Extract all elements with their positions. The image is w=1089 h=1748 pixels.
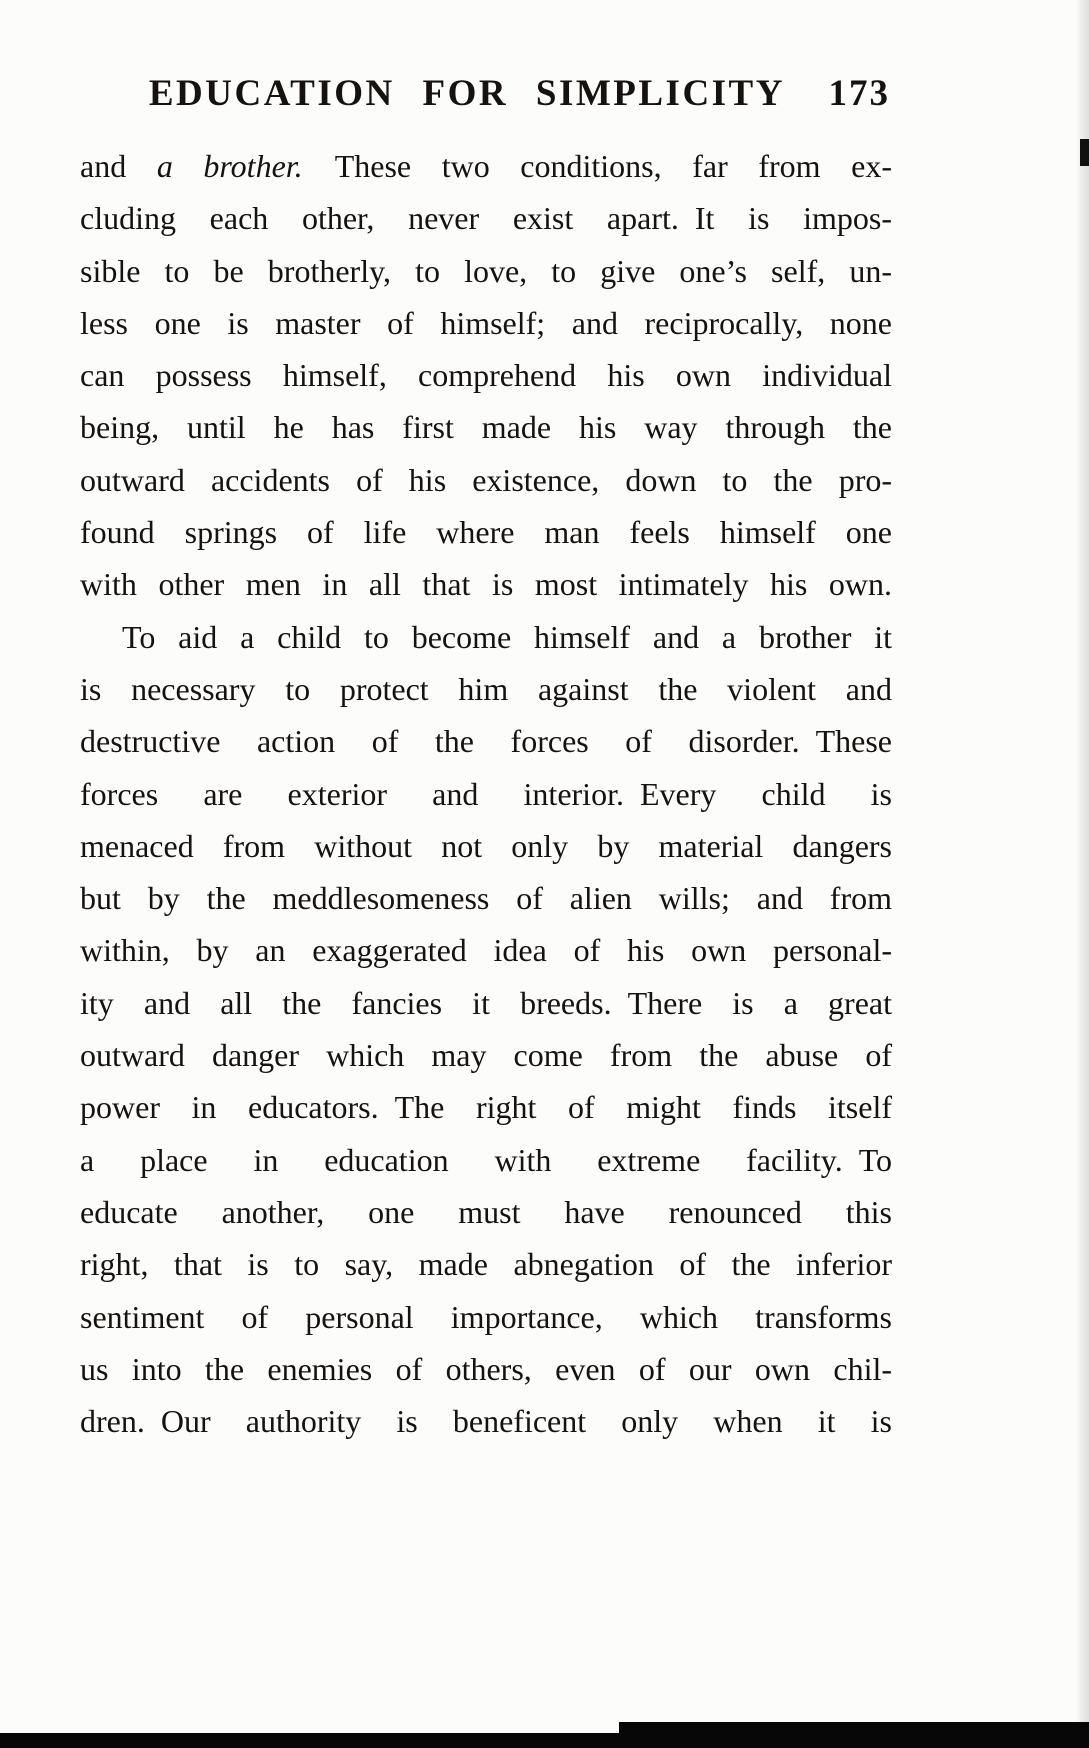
body-text	[80, 140, 892, 1447]
scan-edge-shading	[1075, 0, 1089, 1748]
text-line: destructive action of the forces of disorder. These	[80, 723, 892, 760]
text-line: ity and all the fancies it breeds. There is a great	[80, 984, 892, 1021]
text-line: sentiment of personal importance, which transforms	[80, 1298, 892, 1335]
text-line: with other men in all that is most intimately his own.	[80, 566, 892, 603]
line-segment: These two conditions, far from ex-	[302, 148, 893, 184]
text-line: dren. Our authority is beneficent only when it is	[80, 1403, 892, 1440]
italic-phrase: a brother.	[156, 148, 303, 184]
text-line: found springs of life where man feels himself one	[80, 514, 892, 551]
text-line: being, until he has first made his way through the	[80, 409, 892, 446]
text-line: sible to be brotherly, to love, to give one’s self, un-	[80, 252, 892, 289]
text-line: outward accidents of his existence, down to the pro-	[80, 461, 892, 498]
text-line: cluding each other, never exist apart. It is impos-	[80, 200, 892, 237]
scan-artifact-bottom-bar	[0, 1733, 1089, 1748]
text-line: power in educators. The right of might finds itself	[80, 1089, 892, 1126]
scan-artifact-right-edge	[1080, 139, 1089, 166]
text-line: but by the meddlesomeness of alien wills; and from	[80, 880, 892, 917]
running-head-title: EDUCATION FOR SIMPLICITY	[148, 73, 785, 114]
paragraph	[80, 140, 892, 611]
text-line: us into the enemies of others, even of our own chil-	[80, 1350, 892, 1387]
line-segment: and	[80, 148, 157, 184]
text-line: To aid a child to become himself and a brother it	[122, 618, 892, 655]
text-line	[80, 140, 892, 192]
text-line: forces are exterior and interior. Every child is	[80, 775, 892, 812]
text-line: less one is master of himself; and reciprocally, none	[80, 304, 892, 341]
paragraph	[80, 611, 892, 1448]
page-number: 173	[828, 73, 890, 114]
text-line: outward danger which may come from the abuse of	[80, 1037, 892, 1074]
page-header	[80, 72, 892, 120]
text-line: menaced from without not only by material dangers	[80, 827, 892, 864]
text-line: educate another, one must have renounced this	[80, 1193, 892, 1230]
text-line: a place in education with extreme facility. To	[80, 1141, 892, 1178]
text-line: can possess himself, comprehend his own individual	[80, 357, 892, 394]
text-line: is necessary to protect him against the violent and	[80, 670, 892, 707]
text-line: right, that is to say, made abnegation of the inferior	[80, 1246, 892, 1283]
text-line: within, by an exaggerated idea of his own personal-	[80, 932, 892, 969]
